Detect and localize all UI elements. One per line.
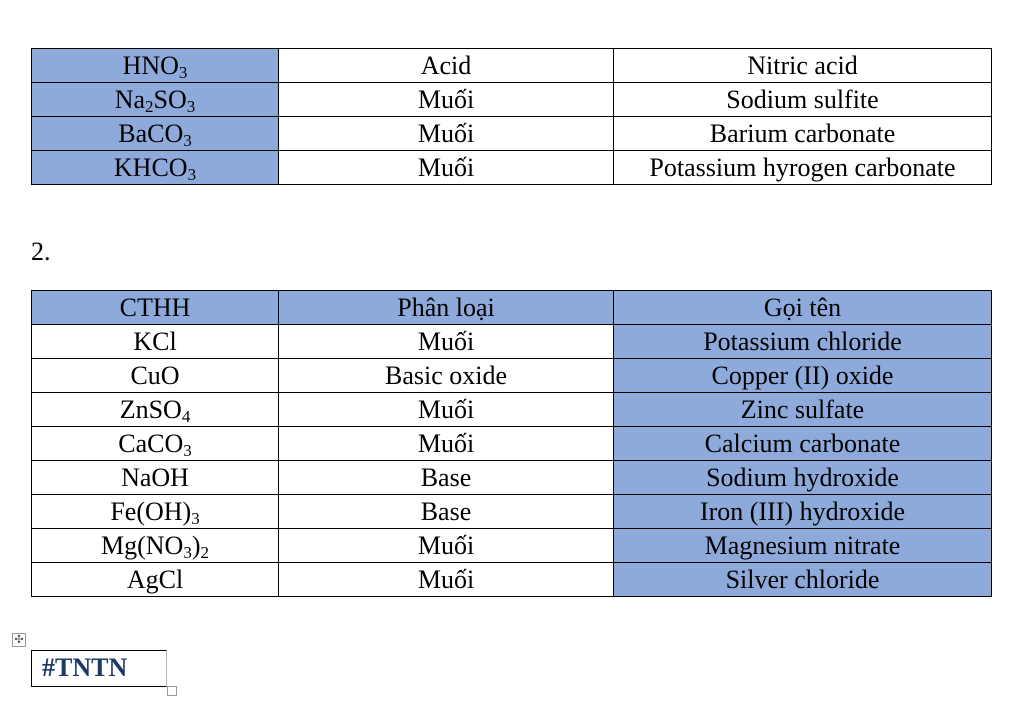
formula-cell: $Na_2SO_3$ [32,83,279,117]
table-row [32,117,992,151]
section-number: 2. [31,237,51,266]
table-row [32,495,992,529]
chemical-table-1 [31,48,992,185]
table-row [32,83,992,117]
formula-cell: AgCl [32,563,279,597]
table-row [32,325,992,359]
type-cell: Base [279,461,614,495]
name-cell: Potassium chloride [614,325,992,359]
name-cell: Sodium hydroxide [614,461,992,495]
formula-cell: BaCO$_3$ [32,117,279,151]
type-cell: Muối [279,117,614,151]
table-row [32,151,992,185]
type-cell: Muối [279,83,614,117]
name-cell: Sodium sulfite [614,83,992,117]
type-cell: Muối [279,529,614,563]
name-cell: Potassium hyrogen carbonate [614,151,992,185]
formula-cell: $Mg(NO_3)_2$ [32,529,279,563]
type-cell: Basic oxide [279,359,614,393]
table-row [32,393,992,427]
name-cell: Nitric acid [614,49,992,83]
table-header-row [32,291,992,325]
name-cell: Barium carbonate [614,117,992,151]
type-cell: Acid [279,49,614,83]
name-cell: Silver chloride [614,563,992,597]
name-cell: Magnesium nitrate [614,529,992,563]
type-cell: Muối [279,151,614,185]
table-row [32,49,992,83]
header-formula: CTHH [32,291,279,325]
type-cell: Muối [279,393,614,427]
formula-cell: KCl [32,325,279,359]
header-name: Gọi tên [614,291,992,325]
type-cell: Muối [279,427,614,461]
chemical-table-2 [31,290,992,597]
formula-cell: CuO [32,359,279,393]
formula-cell: $Fe(OH)_3$ [32,495,279,529]
table-row [32,529,992,563]
name-cell: Zinc sulfate [614,393,992,427]
type-cell: Muối [279,563,614,597]
formula-cell: $KHCO_3$ [32,151,279,185]
resize-handle-icon[interactable] [167,686,177,696]
table-row [32,563,992,597]
table-row [32,359,992,393]
table-row [32,427,992,461]
name-cell: Calcium carbonate [614,427,992,461]
formula-cell: ZnSO$_4$ [32,393,279,427]
type-cell: Base [279,495,614,529]
formula-cell: NaOH [32,461,279,495]
name-cell: Iron (III) hydroxide [614,495,992,529]
move-handle-icon[interactable]: ✣ [12,633,26,647]
formula-cell: $HNO_3$ [32,49,279,83]
formula-cell: CaCO$_3$ [32,427,279,461]
header-type: Phân loại [279,291,614,325]
table-row [32,461,992,495]
type-cell: Muối [279,325,614,359]
hashtag-label: #TNTN [31,650,167,687]
name-cell: Copper (II) oxide [614,359,992,393]
